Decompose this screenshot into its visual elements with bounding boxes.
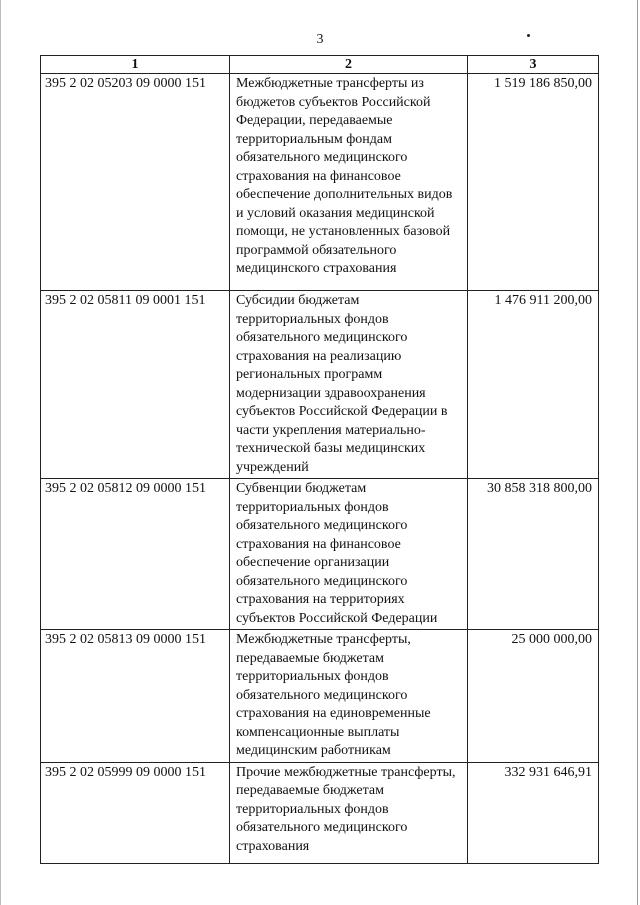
description-cell: Прочие межбюджетные трансферты, передаваемые бюджетам территориальных фондов обязательного медицинского страхования xyxy=(230,762,468,863)
budget-code-cell: 395 2 02 05203 09 0000 151 xyxy=(41,74,230,291)
description-cell: Субвенции бюджетам территориальных фондов обязательного медицинского страхования на финансовое обеспечение организации обязательного медицинского страхования на территориях субъектов Российской Федерации xyxy=(230,479,468,630)
table-row xyxy=(41,479,599,630)
amount-cell: 1 476 911 200,00 xyxy=(468,291,599,479)
amount-cell: 25 000 000,00 xyxy=(468,630,599,763)
table-row xyxy=(41,291,599,479)
amount-cell: 1 519 186 850,00 xyxy=(468,74,599,291)
amount-cell: 332 931 646,91 xyxy=(468,762,599,863)
description-cell: Субсидии бюджетам территориальных фондов обязательного медицинского страхования на реализацию региональных программ модернизации здравоохранения субъектов Российской Федерации в части укрепления материально-технической базы медицинских учреждений xyxy=(230,291,468,479)
amount-cell: 30 858 318 800,00 xyxy=(468,479,599,630)
column-header-3: 3 xyxy=(468,56,599,74)
table-row xyxy=(41,762,599,863)
budget-revenue-table xyxy=(40,55,599,864)
table-row xyxy=(41,74,599,291)
column-header-2: 2 xyxy=(230,56,468,74)
page-number: 3 xyxy=(316,32,324,47)
scan-speck xyxy=(527,34,530,37)
budget-code-cell: 395 2 02 05812 09 0000 151 xyxy=(41,479,230,630)
scan-left-edge xyxy=(0,0,1,905)
column-header-1: 1 xyxy=(41,56,230,74)
scan-right-edge xyxy=(637,0,638,905)
budget-code-cell: 395 2 02 05813 09 0000 151 xyxy=(41,630,230,763)
description-cell: Межбюджетные трансферты, передаваемые бюджетам территориальных фондов обязательного медицинского страхования на единовременные компенсационные выплаты медицинским работникам xyxy=(230,630,468,763)
description-cell: Межбюджетные трансферты из бюджетов субъектов Российской Федерации, передаваемые территориальным фондам обязательного медицинского страхования на финансовое обеспечение дополнительных видов и условий оказания медицинской помощи, не установленных базовой программой обязательного медицинского страхования xyxy=(230,74,468,291)
table-row xyxy=(41,630,599,763)
table-header-row xyxy=(41,56,599,74)
budget-code-cell: 395 2 02 05811 09 0001 151 xyxy=(41,291,230,479)
budget-code-cell: 395 2 02 05999 09 0000 151 xyxy=(41,762,230,863)
